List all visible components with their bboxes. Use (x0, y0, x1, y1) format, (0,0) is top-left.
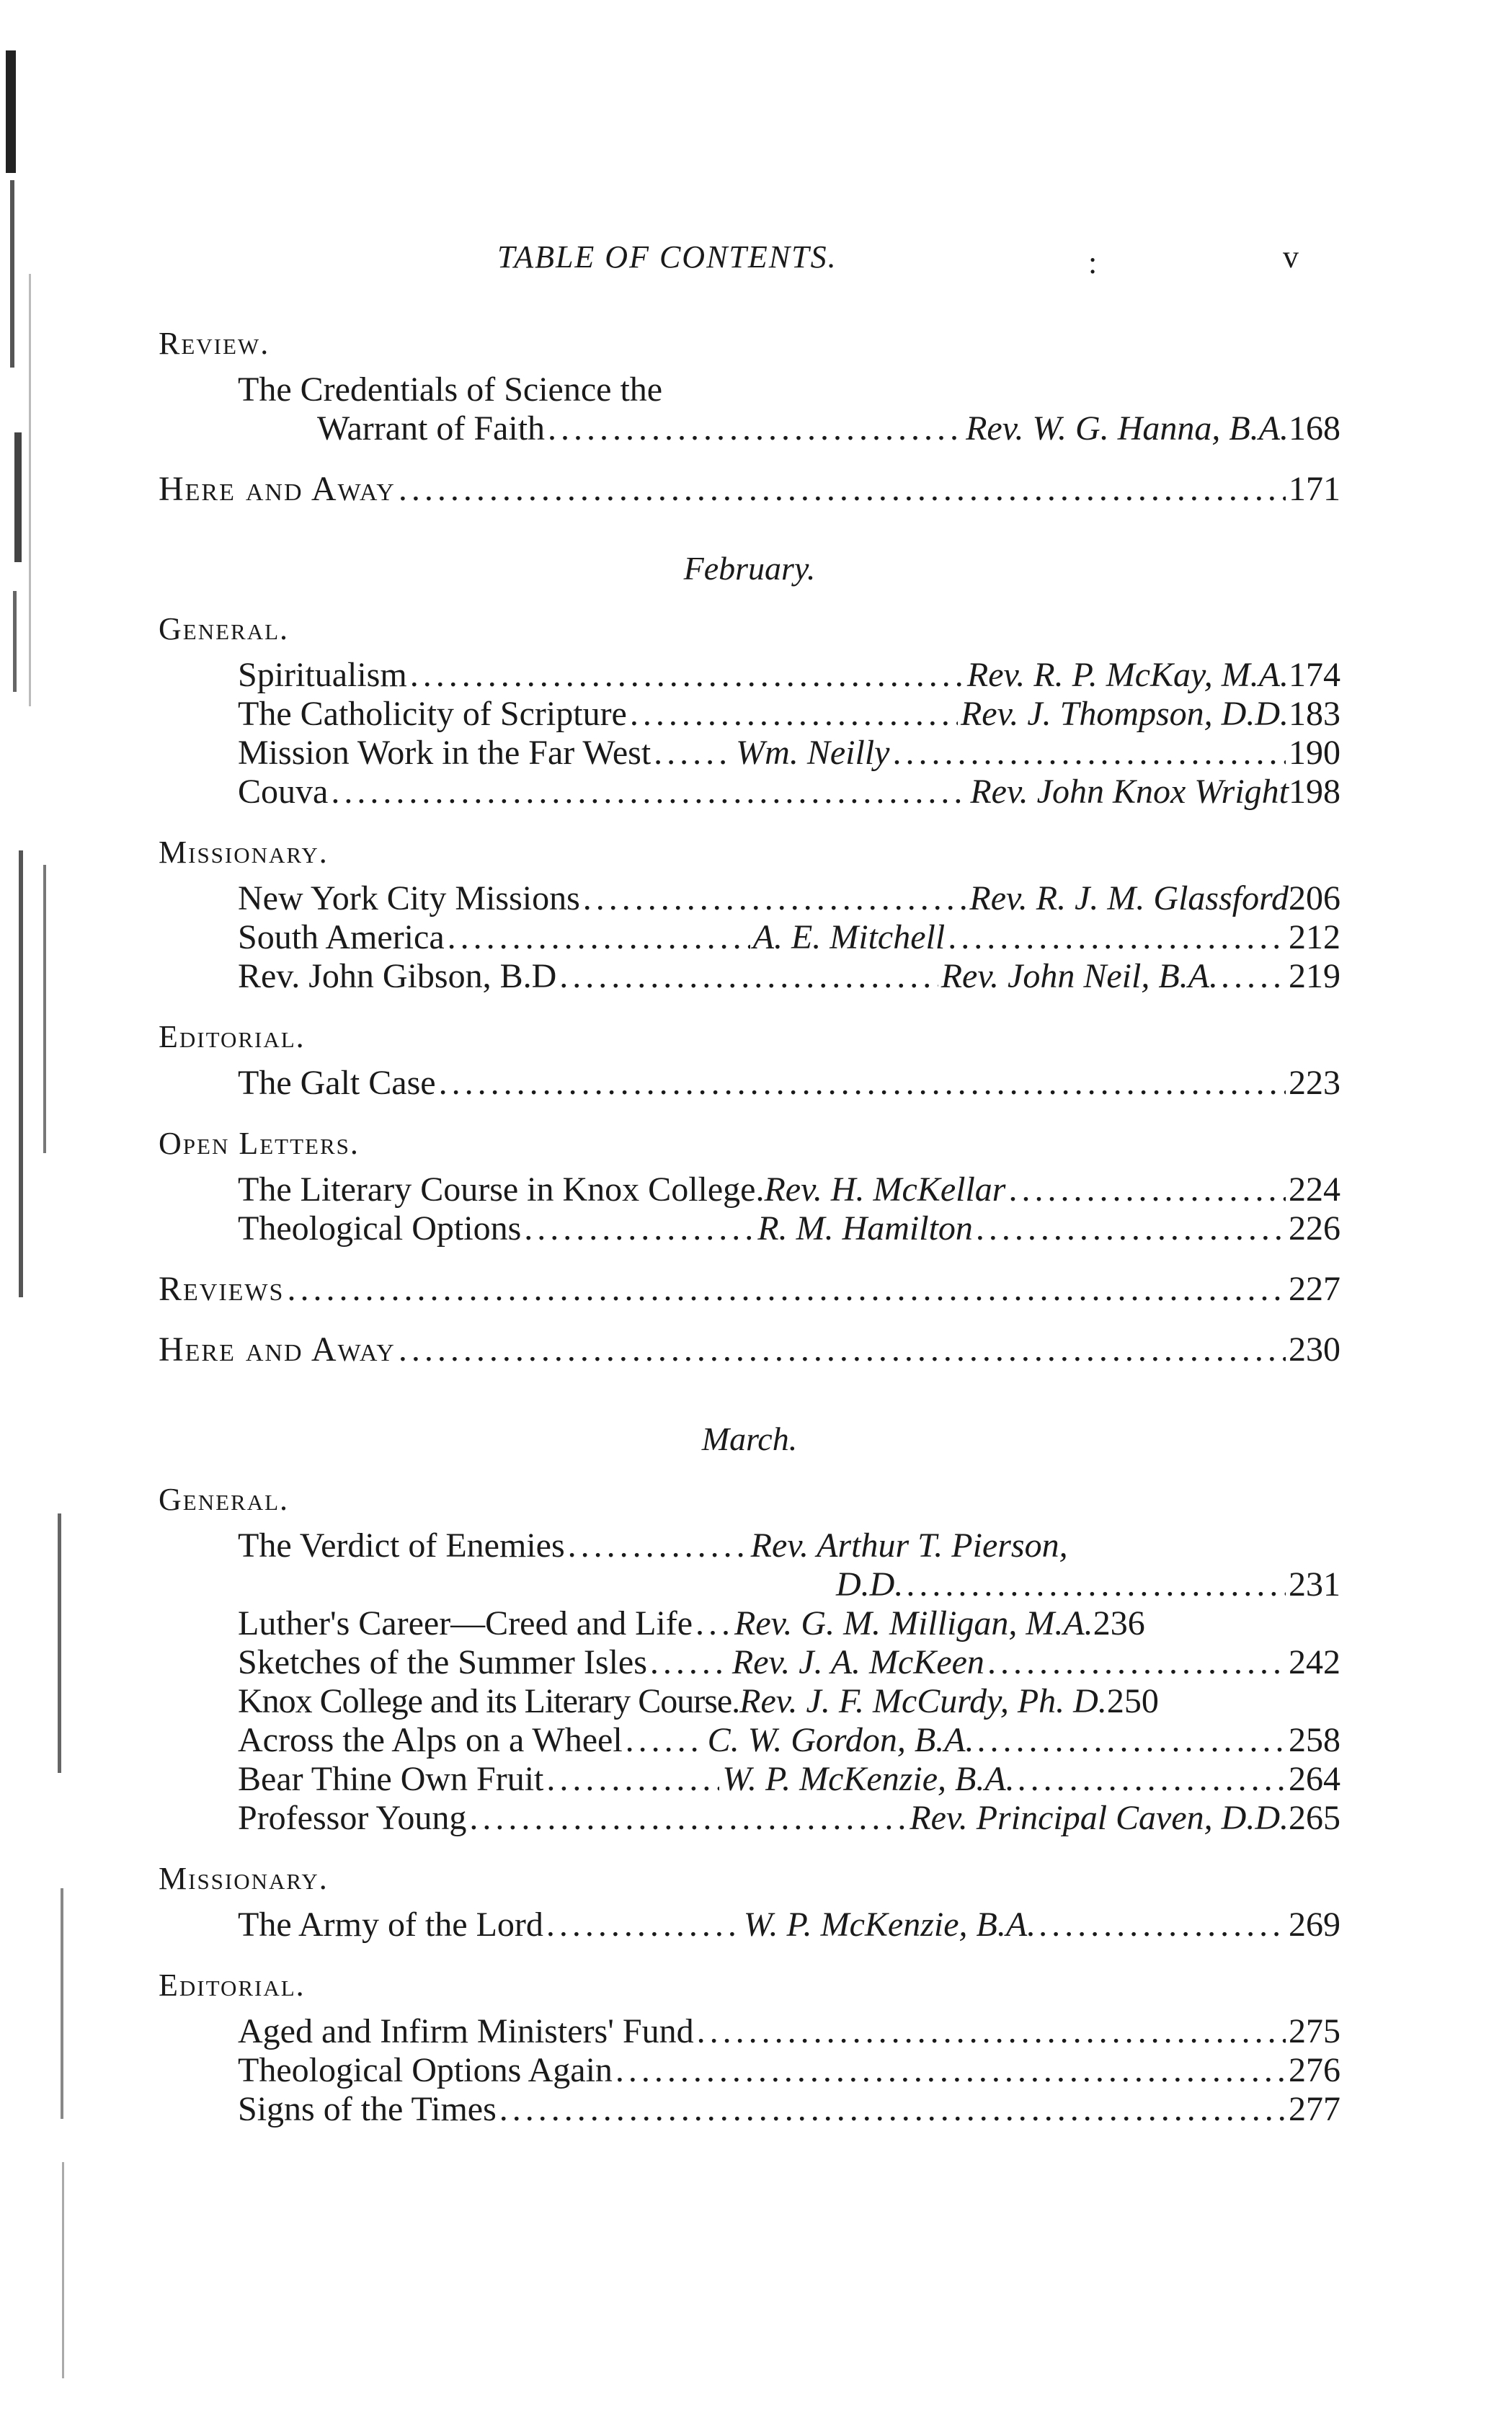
leader-dots (568, 1526, 748, 1565)
toc-entry[interactable] (159, 695, 1340, 734)
entry-title: South America (238, 918, 445, 956)
toc-entry[interactable] (159, 1209, 1340, 1248)
leader-dots (548, 409, 963, 448)
entry-page-number: 212 (1289, 918, 1340, 956)
leader-dots (399, 470, 1286, 509)
leader-dots (948, 918, 1286, 957)
entry-page-number: 190 (1289, 734, 1340, 772)
entry-title: Spiritualism (238, 656, 407, 694)
month-heading-february: February. (683, 550, 816, 587)
leader-dots (1039, 1906, 1286, 1944)
entry-title: Signs of the Times (238, 2090, 497, 2128)
entry-title: Here and Away (159, 470, 396, 508)
leader-dots (1008, 1170, 1286, 1209)
entry-page-number: 227 (1289, 1270, 1340, 1308)
leader-dots (546, 1906, 741, 1944)
entry-title: Knox College and its Literary Course. (238, 1682, 740, 1720)
toc-entry-reviews[interactable] (159, 1270, 1340, 1309)
entry-title: Professor Young (238, 1799, 467, 1837)
entry-author: Rev. Principal Caven, D.D. (910, 1799, 1289, 1837)
leader-dots (448, 918, 750, 957)
entry-author: Rev. W. G. Hanna, B.A. (966, 409, 1289, 448)
entry-page-number: 258 (1289, 1721, 1340, 1759)
leader-dots (499, 2090, 1286, 2129)
leader-dots (626, 1721, 705, 1760)
leader-dots (615, 2051, 1286, 2090)
section-heading-editorial: Editorial. (159, 1019, 306, 1054)
entry-page-number: 276 (1289, 2051, 1340, 2089)
page-title: TABLE OF CONTENTS. (497, 239, 837, 275)
entry-title: Sketches of the Summer Isles (238, 1643, 647, 1681)
entry-author: Rev. R. J. M. Glassford (969, 879, 1289, 917)
leader-dots (906, 1565, 1286, 1604)
leader-dots (287, 1270, 1286, 1309)
toc-entry[interactable] (159, 773, 1340, 812)
toc-entry[interactable] (159, 1721, 1340, 1760)
section-heading-missionary: Missionary. (159, 1861, 329, 1896)
toc-entry-line: The Credentials of Science the (238, 370, 663, 409)
entry-title: Mission Work in the Far West (238, 734, 652, 772)
entry-page-number: 224 (1289, 1170, 1340, 1209)
toc-group-feb-editorial (159, 1064, 1340, 1103)
toc-entry[interactable] (159, 957, 1340, 996)
leader-dots (695, 1604, 731, 1643)
month-heading-march: March. (701, 1421, 798, 1457)
leader-dots (630, 695, 958, 734)
toc-group-mar-general (159, 1526, 1340, 1838)
entry-page-number: 219 (1289, 957, 1340, 995)
leader-dots (331, 773, 967, 812)
entry-page-number: 250 (1106, 1682, 1159, 1720)
toc-group-feb-general (159, 656, 1340, 812)
entry-page-number: 183 (1289, 695, 1340, 733)
leader-dots (892, 734, 1286, 773)
entry-title: Theological Options (238, 1209, 522, 1248)
section-heading-editorial: Editorial. (159, 1968, 306, 2003)
toc-entry[interactable] (159, 1799, 1340, 1838)
entry-page-number: 231 (1289, 1565, 1340, 1604)
section-heading-general: General. (159, 611, 290, 646)
toc-entry[interactable] (159, 2051, 1340, 2090)
entry-title: Aged and Infirm Ministers' Fund (238, 2012, 694, 2050)
entry-title: The Galt Case (238, 1064, 436, 1102)
toc-entry-here-and-away[interactable] (159, 1330, 1340, 1369)
leader-dots (697, 2012, 1286, 2051)
toc-group-feb-open-letters (159, 1170, 1340, 1248)
entry-author: Rev. J. A. McKeen (731, 1643, 984, 1681)
page-number: v (1283, 239, 1299, 275)
entry-author: R. M. Hamilton (757, 1209, 973, 1248)
entry-author: Wm. Neilly (736, 734, 890, 772)
entry-page-number: 264 (1289, 1760, 1340, 1798)
toc-entry[interactable] (159, 734, 1340, 773)
leader-dots (976, 1209, 1286, 1248)
entry-author: Rev. R. P. McKay, M.A. (966, 656, 1289, 694)
leader-dots (399, 1330, 1286, 1369)
running-head (159, 238, 1340, 295)
entry-page-number: 236 (1093, 1604, 1145, 1642)
entry-page-number: 230 (1289, 1330, 1340, 1369)
entry-author: Rev. H. McKellar (764, 1170, 1006, 1209)
entry-title: The Verdict of Enemies (238, 1526, 565, 1565)
entry-author: C. W. Gordon, B.A. (707, 1721, 974, 1759)
entry-title: Warrant of Faith (317, 409, 546, 448)
leader-dots (1221, 957, 1286, 996)
leader-dots (583, 879, 967, 918)
toc-entry[interactable] (159, 1760, 1340, 1799)
scan-edge-artifact (0, 0, 86, 2423)
entry-title: Reviews (159, 1270, 285, 1308)
entry-page-number: 206 (1289, 879, 1340, 917)
leader-dots (439, 1064, 1286, 1103)
section-heading-general: General. (159, 1482, 290, 1517)
entry-author: Rev. Arthur T. Pierson, (750, 1526, 1068, 1565)
entry-title: Bear Thine Own Fruit (238, 1760, 544, 1798)
toc-entry[interactable] (159, 1682, 1340, 1721)
toc-entry[interactable] (159, 1906, 1340, 1944)
leader-dots (469, 1799, 907, 1838)
leader-dots (1018, 1760, 1286, 1799)
entry-page-number: 168 (1289, 409, 1340, 448)
entry-title: Theological Options Again (238, 2051, 613, 2089)
toc-entry[interactable] (159, 2090, 1340, 2129)
toc-entry[interactable] (159, 879, 1340, 918)
entry-title: The Army of the Lord (238, 1906, 543, 1944)
leader-dots (977, 1721, 1286, 1760)
entry-author: Rev. J. F. McCurdy, Ph. D. (739, 1682, 1107, 1720)
entry-author: W. P. McKenzie, B.A. (743, 1906, 1036, 1944)
toc-entry[interactable] (159, 1643, 1340, 1682)
entry-title: Rev. John Gibson, B.D (238, 957, 557, 995)
toc-entry[interactable] (159, 918, 1340, 957)
entry-page-number: 198 (1289, 773, 1340, 811)
entry-title: The Catholicity of Scripture (238, 695, 627, 733)
section-heading-open-letters: Open Letters. (159, 1126, 360, 1161)
entry-title: Couva (238, 773, 329, 811)
toc-entry-here-and-away[interactable] (159, 470, 1340, 509)
leader-dots (987, 1643, 1286, 1682)
leader-dots (524, 1209, 755, 1248)
entry-page-number: 275 (1289, 2012, 1340, 2050)
entry-author: Rev. John Knox Wright (970, 773, 1289, 811)
entry-title: Luther's Career—Creed and Life (238, 1604, 693, 1642)
entry-author: Rev. G. M. Milligan, M.A. (734, 1604, 1093, 1642)
toc-entry[interactable] (159, 1170, 1340, 1209)
entry-title: New York City Missions (238, 879, 580, 917)
entry-page-number: 223 (1289, 1064, 1340, 1102)
entry-author: Rev. John Neil, B.A. (940, 957, 1218, 995)
toc-entry[interactable] (159, 1604, 1340, 1643)
toc-entry[interactable] (159, 1526, 1340, 1565)
entry-author: D.D. (836, 1565, 904, 1604)
leader-dots (650, 1643, 729, 1682)
entry-title: The Literary Course in Knox College. (238, 1170, 765, 1209)
entry-author: W. P. McKenzie, B.A. (722, 1760, 1015, 1798)
running-head-mark: : (1088, 245, 1098, 280)
leader-dots (546, 1760, 719, 1799)
contents-page (159, 238, 1340, 2151)
leader-dots (410, 656, 964, 695)
entry-author: A. E. Mitchell (752, 918, 946, 956)
entry-title: Here and Away (159, 1330, 396, 1369)
leader-dots (559, 957, 938, 996)
toc-group-mar-missionary (159, 1906, 1340, 1944)
toc-entry-continuation[interactable] (159, 1565, 1340, 1604)
toc-group-feb-missionary (159, 879, 1340, 996)
entry-page-number: 265 (1289, 1799, 1340, 1837)
entry-author: Rev. J. Thompson, D.D. (960, 695, 1289, 733)
leader-dots (654, 734, 733, 773)
section-heading-review: Review. (159, 326, 270, 361)
toc-entry[interactable] (159, 2012, 1340, 2051)
entry-page-number: 174 (1289, 656, 1340, 694)
entry-page-number: 242 (1289, 1643, 1340, 1681)
entry-page-number: 171 (1289, 470, 1340, 508)
entry-page-number: 226 (1289, 1209, 1340, 1248)
toc-entry[interactable] (159, 656, 1340, 695)
entry-title: Across the Alps on a Wheel (238, 1721, 623, 1759)
entry-page-number: 277 (1289, 2090, 1340, 2128)
entry-page-number: 269 (1289, 1906, 1340, 1944)
toc-group-mar-editorial (159, 2012, 1340, 2129)
toc-entry[interactable] (159, 1064, 1340, 1103)
section-heading-missionary: Missionary. (159, 835, 329, 870)
toc-entry[interactable] (159, 409, 1340, 448)
